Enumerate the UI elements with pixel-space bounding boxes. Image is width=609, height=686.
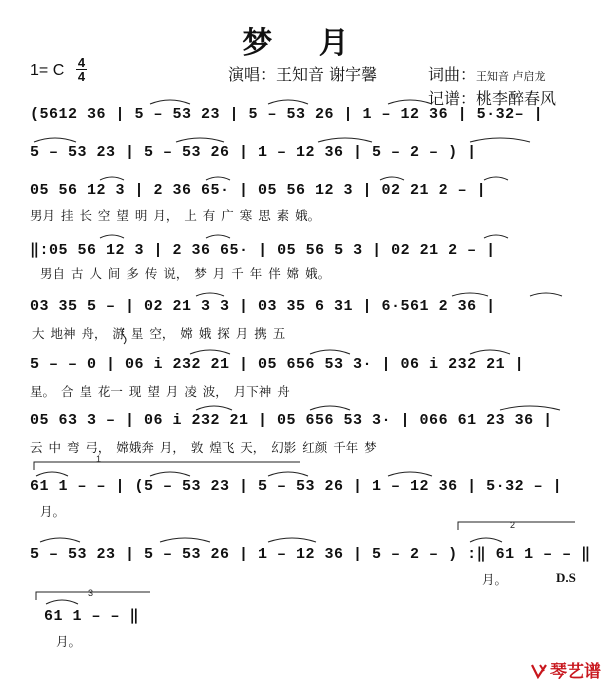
logo-icon [530,663,548,679]
slur [268,538,316,542]
slur [40,538,80,542]
time-signature-bottom: 4 [77,69,86,84]
volta-bracket [34,462,300,470]
score-line-7: 05 63 3 – | 06 i 232 21 | 05 656 53 3· | 066 61 23 36 | [30,412,553,429]
lyric-line-3: 男月 挂 长 空 望 明 月， 上 有 广 寒 思 素 娥。 [30,208,321,223]
slur [470,350,510,354]
slur [46,600,78,604]
score-line-1: (5612 36 | 5 – 53 23 | 5 – 53 26 | 1 – 12 36 | 5·32– | [30,106,544,123]
score-line-10: 61 1 – – ‖ [44,608,140,625]
lyric-line-9: 月。 [482,572,508,587]
slur [452,293,488,296]
slur [380,177,404,180]
slur [36,472,68,476]
slur [530,293,562,296]
slur [176,138,224,142]
slur [206,235,230,238]
lyric-line-8: 月。 [40,504,66,519]
score-line-2: 5 – 53 23 | 5 – 53 26 | 1 – 12 36 | 5 – 2 – ) | [30,144,477,161]
composer-names: 王知音 卢启龙 [476,70,546,83]
breath-mark [122,328,126,344]
slur [500,406,560,410]
slur [268,100,308,104]
slur [196,293,224,296]
slur [100,235,124,238]
slur [470,538,502,542]
ds-marker: D.S [556,570,576,585]
score-line-3: 05 56 12 3 | 2 36 65· | 05 56 12 3 | 02 21 2 – | [30,182,487,199]
slur [484,235,508,238]
singers: 演唱：王知音 谢宇馨 [228,65,378,84]
song-title: 梦 月 [242,26,367,61]
volta-bracket [458,522,575,530]
slur [100,177,124,180]
slur [388,100,432,104]
slur [206,177,230,180]
composer-label: 词曲： [428,65,477,84]
transcriber: 记谱：桃李醉春风 [428,89,557,108]
slur [150,100,190,104]
logo-text: 琴艺谱 [550,662,601,682]
slur [310,350,350,354]
slur [34,138,76,142]
slur [160,538,210,542]
volta-number-2: 2 [510,520,516,530]
site-logo [530,657,601,682]
lyric-line-5: 大 地神 舟， 游 星 空， 嫦 娥 探 月 携 五 [32,326,286,341]
slur [190,350,230,354]
lyric-line-4: 男自 古 人 间 多 传 说， 梦 月 千 年 伴 嫦 娥。 [40,266,331,281]
slur [484,177,508,180]
lyric-line-7: 云 中 弯 弓， 嫦娥奔 月， 敦 煌飞 天， 幻影 红颜 千年 梦 [30,440,377,455]
lyric-line-6: 星。 合 皇 花一 现 望 月 凌 波， 月下神 舟 [30,384,290,399]
volta-number-3: 3 [88,588,94,598]
slur [268,472,308,476]
lyric-line-10: 月。 [56,634,82,649]
score-line-9: 5 – 53 23 | 5 – 53 26 | 1 – 12 36 | 5 – 2 – ) :‖ 61 1 – – ‖ [30,546,591,563]
key-signature: 1= C [30,62,65,79]
score-line-5: 03 35 5 – | 02 21 3 3 | 03 35 6 31 | 6·561 2 36 | [30,298,496,315]
slur [388,472,432,476]
slur [310,406,350,410]
slur [470,138,530,142]
time-signature-top: 4 [77,55,86,70]
slur [318,138,372,142]
score-line-4: ‖:05 56 12 3 | 2 36 65· | 05 56 5 3 | 02 21 2 – | [30,242,496,259]
slur [150,472,190,476]
slur [196,406,232,410]
score-line-6: 5 – – 0 | 06 i 232 21 | 05 656 53 3· | 06 i 232 21 | [30,356,525,373]
score-line-8: 61 1 – – | (5 – 53 23 | 5 – 53 26 | 1 – 12 36 | 5·32 – | [30,478,563,495]
volta-number-1: 1 [96,454,102,464]
